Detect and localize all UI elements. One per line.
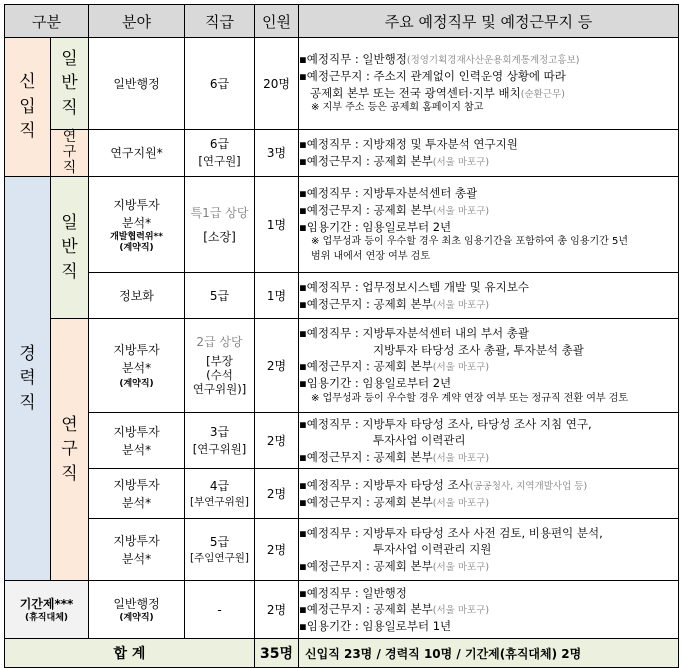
count-cell: 2명 <box>255 581 299 639</box>
grade-cell: 6급 <box>185 38 255 130</box>
count-cell: 1명 <box>255 273 299 319</box>
grade-cell: 특1급 상당 [소장] <box>185 177 255 273</box>
category-career: 경 력 직 <box>5 177 51 581</box>
count-cell: 2명 <box>255 413 299 469</box>
field-cell: 지방투자 분석* 개발협력위** (계약직) <box>89 177 185 273</box>
grade-cell: 5급 <box>185 273 255 319</box>
table-row <box>5 273 679 319</box>
table-row <box>5 469 679 519</box>
grade-cell: 3급 [연구위원] <box>185 413 255 469</box>
category-temp: 기간제*** (휴직대체) <box>5 581 89 639</box>
count-cell: 2명 <box>255 469 299 519</box>
field-cell: 지방투자 분석* <box>89 519 185 581</box>
field-cell: 지방투자 분석* (계약직) <box>89 319 185 413</box>
duties-cell: ▪예정직무 : 지방투자분석센터 내의 부서 총괄 지방투자 타당성 조사 총괄, 투자분석 총괄 ▪예정근무지 : 공제회 본부(서울 마포구) ▪임용기간 : 임용일로부터 2년 ※ 업무성과 등이 우수할 경우 계약 연장 여부 또는 정규직 전환 여부 검토 <box>299 319 679 413</box>
header-field: 분야 <box>89 5 185 38</box>
duties-cell: ▪예정직무 : 일반행정 ▪예정근무지 : 공제회 본부(서울 마포구) ▪임용기간 : 임용일로부터 1년 <box>299 581 679 639</box>
duties-cell: ▪예정직무 : 지방재정 및 투자분석 연구지원 ▪예정근무지 : 공제회 본부(서울 마포구) <box>299 130 679 177</box>
duties-cell: ▪예정직무 : 지방투자 타당성 조사(공공청사, 지역개발사업 등) ▪예정근무지 : 공제회 본부(서울 마포구) <box>299 469 679 519</box>
header-duties: 주요 예정직무 및 예정근무지 등 <box>299 5 679 38</box>
grade-cell: 5급 [주임연구원] <box>185 519 255 581</box>
subcategory-research: 연 구 직 <box>51 319 89 581</box>
total-label: 합 계 <box>5 639 255 668</box>
count-cell: 20명 <box>255 38 299 130</box>
count-cell: 3명 <box>255 130 299 177</box>
table-row <box>5 130 679 177</box>
duties-cell: ▪예정직무 : 지방투자분석센터 총괄 ▪예정근무지 : 공제회 본부(서울 마포구) ▪임용기간 : 임용일로부터 2년 ※ 업무성과 등이 우수할 경우 최초 임용기간을 포함하여 총 임용기간 5년 범위 내에서 연장 여부 검토 <box>299 177 679 273</box>
count-cell: 2명 <box>255 319 299 413</box>
subcategory-general: 일 반 직 <box>51 38 89 130</box>
table-row <box>5 319 679 413</box>
field-cell: 지방투자 분석* <box>89 469 185 519</box>
table-row <box>5 413 679 469</box>
grade-cell: 4급 [부연구위원] <box>185 469 255 519</box>
field-cell: 일반행정 (계약직) <box>89 581 185 639</box>
recruitment-table <box>4 4 679 668</box>
subcategory-research: 연 구 직 <box>51 130 89 177</box>
header-grade: 직급 <box>185 5 255 38</box>
total-row <box>5 639 679 668</box>
table-row <box>5 177 679 273</box>
duties-cell: ▪예정직무 : 지방투자 타당성 조사 사전 검토, 비용편익 분석, 투자사업 이력관리 지원 ▪예정근무지 : 공제회 본부(서울 마포구) <box>299 519 679 581</box>
subcategory-general: 일 반 직 <box>51 177 89 319</box>
table-row <box>5 581 679 639</box>
field-cell: 정보화 <box>89 273 185 319</box>
header-row <box>5 5 679 38</box>
category-new-hire: 신 입 직 <box>5 38 51 177</box>
header-headcount: 인원 <box>255 5 299 38</box>
count-cell: 1명 <box>255 177 299 273</box>
grade-cell: - <box>185 581 255 639</box>
total-summary: 신입직 23명 / 경력직 10명 / 기간제(휴직대체) 2명 <box>299 639 679 668</box>
field-cell: 지방투자 분석* <box>89 413 185 469</box>
duties-cell: ▪예정직무 : 일반행정(정영기획경재사산운용회계통계정고홍보) ▪예정근무지 : 주소지 관계없이 인력운영 상황에 따라 공제회 본부 또는 전국 광역센터·지부 배치(순환근무) ※ 지부 주소 등은 공제회 홈페이지 참고 <box>299 38 679 130</box>
grade-cell: 2급 상당 [부장 (수석 연구위원)] <box>185 319 255 413</box>
table-row <box>5 519 679 581</box>
field-cell: 일반행정 <box>89 38 185 130</box>
header-category: 구분 <box>5 5 89 38</box>
total-count: 35명 <box>255 639 299 668</box>
table-row <box>5 38 679 130</box>
duties-cell: ▪예정직무 : 지방투자 타당성 조사, 타당성 조사 지침 연구, 투자사업 이력관리 ▪예정근무지 : 공제회 본부(서울 마포구) <box>299 413 679 469</box>
count-cell: 2명 <box>255 519 299 581</box>
field-cell: 연구지원* <box>89 130 185 177</box>
grade-cell: 6급 [연구원] <box>185 130 255 177</box>
duties-cell: ▪예정직무 : 업무정보시스템 개발 및 유지보수 ▪예정근무지 : 공제회 본부(서울 마포구) <box>299 273 679 319</box>
